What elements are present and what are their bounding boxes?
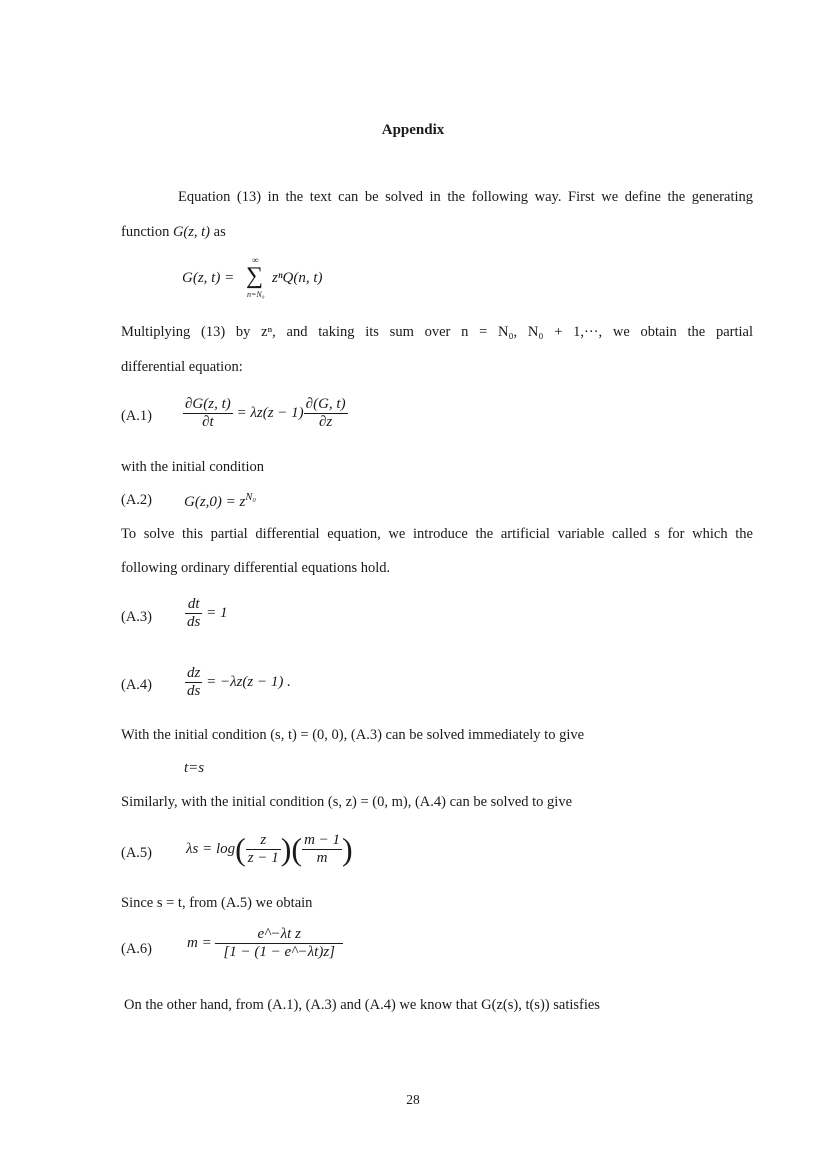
fraction-a6-den: [1 − (1 − e^−λt)z] [215,943,343,961]
fraction-a1-left-num: ∂G(z, t) [185,396,231,412]
paragraph-6: Similarly, with the initial condition (s, z) = (0, m), (A.4) can be solved to give [121,794,573,810]
fraction-a1-right-den: ∂z [304,413,348,431]
fraction-a4-den: ds [187,683,201,700]
paragraph-2-line-1: Multiplying (13) by zⁿ, and taking its sum over n = N₀, N₀ + 1,···, we obtain the partial [121,324,753,340]
equation-a2-body: G(z,0) = z [184,494,246,510]
fraction-a4-num: dz [187,665,201,681]
equation-a3-rhs: = 1 [202,605,228,622]
equation-label-a4: (A.4) [121,677,153,693]
equation-generating-lhs: G(z, t) = [182,270,235,286]
paragraph-2-line-2: differential equation: [121,359,243,375]
paren-open-1: ( [235,831,246,867]
fraction-a1-right-num: ∂(G, t) [305,396,346,412]
fraction-a5-first-den: z − 1 [247,850,279,866]
paren-open-2: ( [291,831,303,867]
equation-t-equals-s: t=s [184,760,205,776]
fraction-a6-num: e^−λt z [257,926,301,942]
fraction-a4 [185,665,202,701]
equation-a2 [184,492,256,511]
page-number: 28 [406,1092,420,1107]
equation-a4-rhs: = −λz(z − 1) . [202,674,291,691]
fraction-a5-first [246,832,281,868]
equation-a5 [186,831,353,868]
fraction-a1-left [183,396,233,432]
equation-label-a3: (A.3) [121,609,153,625]
equation-label-a5: (A.5) [121,845,153,861]
equation-a2-exponent: N₀ [245,492,257,503]
paragraph-1-text: function [121,224,173,240]
paragraph-7: Since s = t, from (A.5) we obtain [121,895,313,911]
paragraph-4-line-1: To solve this partial differential equation, we introduce the artificial variable called s for which the [121,526,753,542]
equation-a1-mid: = λz(z − 1) [232,405,304,422]
paragraph-1-text-end: as [210,224,226,240]
fraction-a5-first-num: z [260,831,267,848]
fraction-a5-second-den: m [302,849,342,867]
paragraph-1-line-1: Equation (13) in the text can be solved in the following way. First we define the generating [178,189,753,205]
paragraph-4-line-2: following ordinary differential equations hold. [121,560,391,576]
sum-lower-limit: n=N₀ [247,290,265,299]
fraction-a1-left-den: ∂t [183,413,233,431]
fraction-a3-den: ds [187,614,201,631]
fraction-a5-second [302,832,342,868]
page-title: Appendix [381,122,445,138]
fraction-a6 [215,926,343,962]
equation-label-a2: (A.2) [121,492,153,508]
equation-generating-rhs: zⁿQ(n, t) [272,270,323,286]
equation-a3 [185,596,227,632]
paragraph-3: with the initial condition [121,459,264,475]
equation-a5-lhs: λs = log [186,840,236,857]
fraction-a3-num: dt [187,596,200,612]
sum-upper-limit: ∞ [252,255,259,265]
paragraph-5: With the initial condition (s, t) = (0, 0), (A.3) can be solved immediately to give [121,727,585,743]
equation-label-a1: (A.1) [121,408,153,424]
equation-a1 [183,396,348,432]
fraction-a1-right [304,396,348,432]
fraction-a3 [185,596,202,632]
sum-symbol: ∑ [246,263,264,289]
fraction-a5-second-num: m − 1 [304,831,341,848]
equation-a6-lhs: m = [187,935,216,952]
equation-a4 [185,665,291,701]
paragraph-8: On the other hand, from (A.1), (A.3) and (A.4) we know that G(z(s), t(s)) satisfies [124,997,600,1013]
equation-label-a6: (A.6) [121,941,153,957]
equation-a6 [187,926,343,962]
paragraph-1-line-2 [121,224,226,241]
paren-close-1: ) [280,831,292,867]
paragraph-1-math: G(z, t) [172,224,211,240]
paren-close-2: ) [342,831,353,867]
